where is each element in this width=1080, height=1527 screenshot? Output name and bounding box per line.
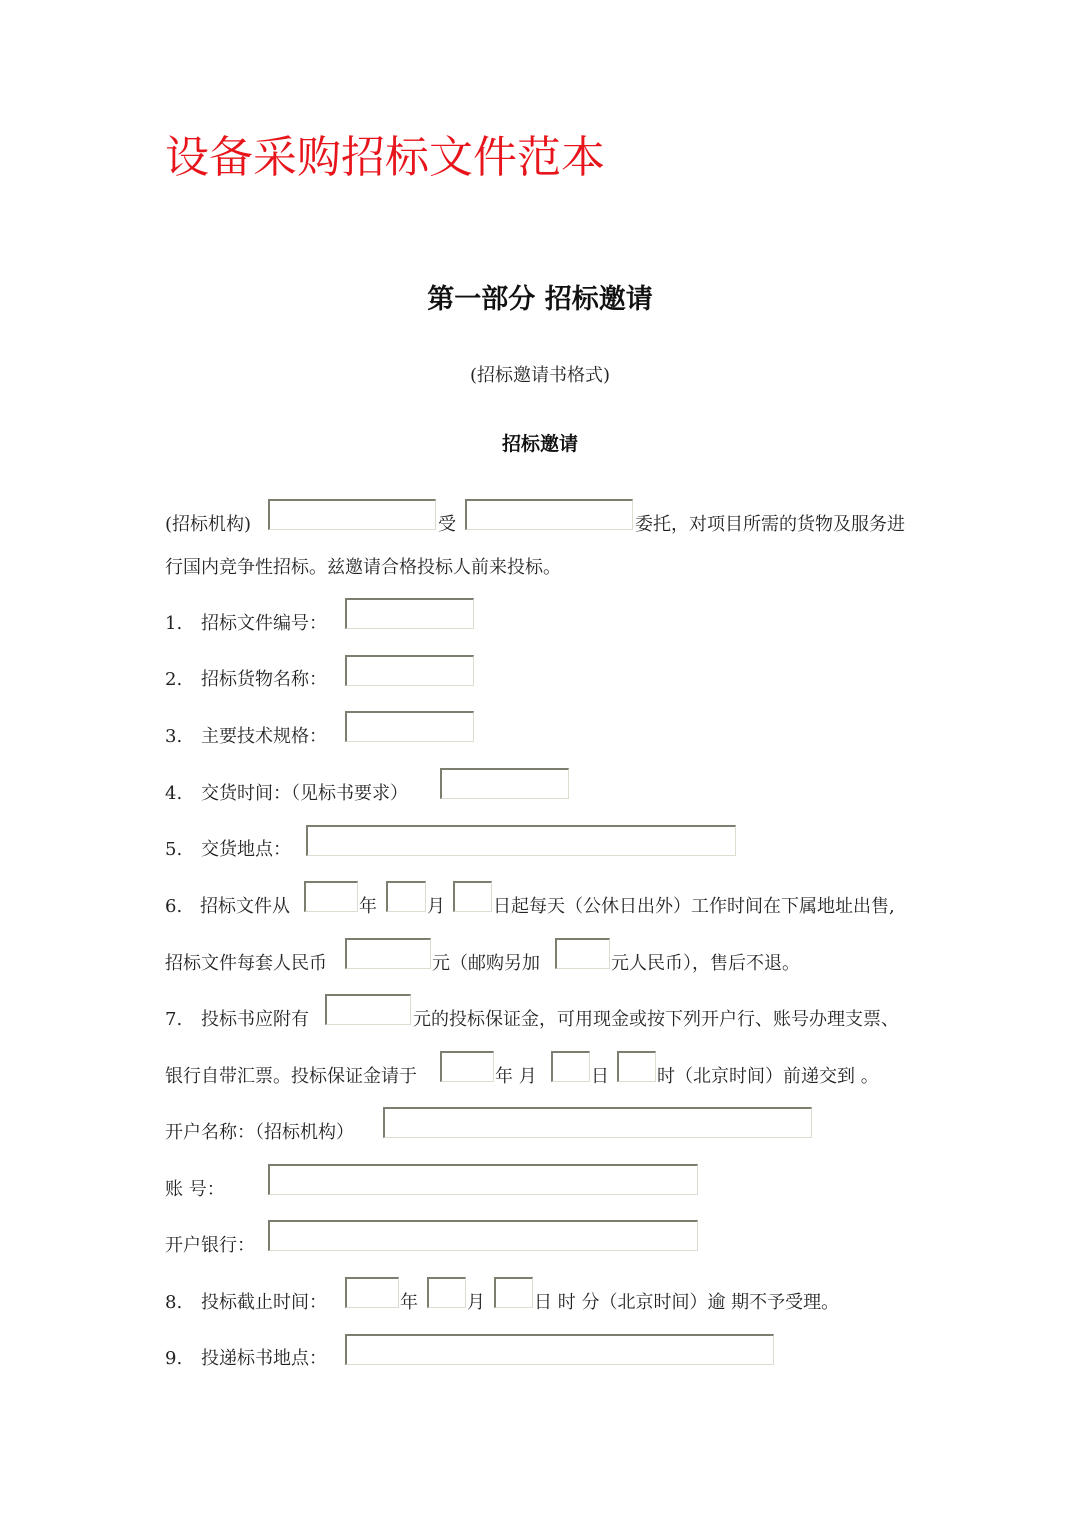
account-number-label: 账 号： [165,1179,225,1200]
document-title: 设备采购招标文件范本 [165,132,605,183]
submission-place-field[interactable] [345,1334,774,1365]
deadline-year-label: 年 [400,1292,418,1313]
item-1-number: 1. [165,613,183,634]
format-subtitle: (招标邀请书格式) [469,365,611,386]
bond-hour-field[interactable] [617,1051,656,1082]
goods-name-field[interactable] [345,655,474,686]
postage-field[interactable] [555,938,610,969]
deadline-month-field[interactable] [427,1277,466,1308]
item-6-number: 6. [165,896,183,917]
item-2-number: 2. [165,669,183,690]
bank-field[interactable] [268,1220,698,1251]
deadline-year-field[interactable] [345,1277,399,1308]
item-8-number: 8. [165,1292,183,1313]
bid-bond-amount-field[interactable] [325,994,411,1025]
entrust-text: 委托，对项目所需的货物及服务进 [635,514,905,535]
item-8-label: 投标截止时间： [201,1292,327,1313]
item-6-rest: 日起每天（公休日出外）工作时间在下属地址出售, [493,896,895,917]
item-4-label: 交货时间：（见标书要求） [201,783,408,804]
delivery-place-field[interactable] [306,825,736,856]
intro-line-2: 行国内竞争性招标。兹邀请合格投标人前来投标。 [165,557,561,578]
item-9-number: 9. [165,1348,183,1369]
item-7-line-2c: 日 [591,1066,609,1087]
bank-label: 开户银行： [165,1235,255,1256]
item-7-a: 投标书应附有 [201,1009,309,1030]
deadline-day-field[interactable] [494,1277,533,1308]
account-name-label: 开户名称：（招标机构） [165,1122,354,1143]
item-3-number: 3. [165,726,183,747]
client-field[interactable] [465,499,633,530]
item-4-number: 4. [165,783,183,804]
section-title: 招标邀请 [501,433,578,455]
item-1-label: 招标文件编号： [201,613,327,634]
deadline-month-label: 月 [467,1292,485,1313]
item-2-label: 招标货物名称： [201,669,327,690]
item-6-from: 招标文件从 [200,896,290,917]
item-6-line-2a: 招标文件每套人民币 [165,953,327,974]
item-5-label: 交货地点： [201,839,291,860]
entrusted-by-label: 受 [438,514,456,535]
year-label: 年 [359,896,377,917]
agency-label: (招标机构) [165,514,252,535]
part-title: 第一部分 招标邀请 [427,284,653,315]
bond-year-field[interactable] [440,1051,494,1082]
sale-start-year-field[interactable] [304,881,358,912]
item-9-label: 投递标书地点： [201,1348,327,1369]
item-6-line-2b: 元（邮购另加 [432,953,540,974]
account-number-field[interactable] [268,1164,698,1195]
account-name-field[interactable] [383,1107,812,1138]
item-7-number: 7. [165,1009,183,1030]
agency-field[interactable] [268,499,436,530]
item-7-b: 元的投标保证金，可用现金或按下列开户行、账号办理支票、 [413,1009,899,1030]
tech-spec-field[interactable] [345,711,474,742]
month-label: 月 [427,896,445,917]
bond-day-field[interactable] [551,1051,590,1082]
delivery-time-field[interactable] [440,768,569,799]
sale-start-month-field[interactable] [386,881,426,912]
item-8-rest: 日 时 分（北京时间）逾 期不予受理。 [534,1292,840,1313]
tender-number-field[interactable] [345,598,474,629]
item-7-line-2d: 时（北京时间）前递交到 。 [657,1066,879,1087]
item-7-line-2a: 银行自带汇票。投标保证金请于 [165,1066,417,1087]
item-3-label: 主要技术规格： [201,726,327,747]
document-price-field[interactable] [345,938,431,969]
item-7-line-2b: 年 月 [495,1066,537,1087]
item-5-number: 5. [165,839,183,860]
sale-start-day-field[interactable] [453,881,492,912]
item-6-line-2c: 元人民币），售后不退。 [611,953,800,974]
